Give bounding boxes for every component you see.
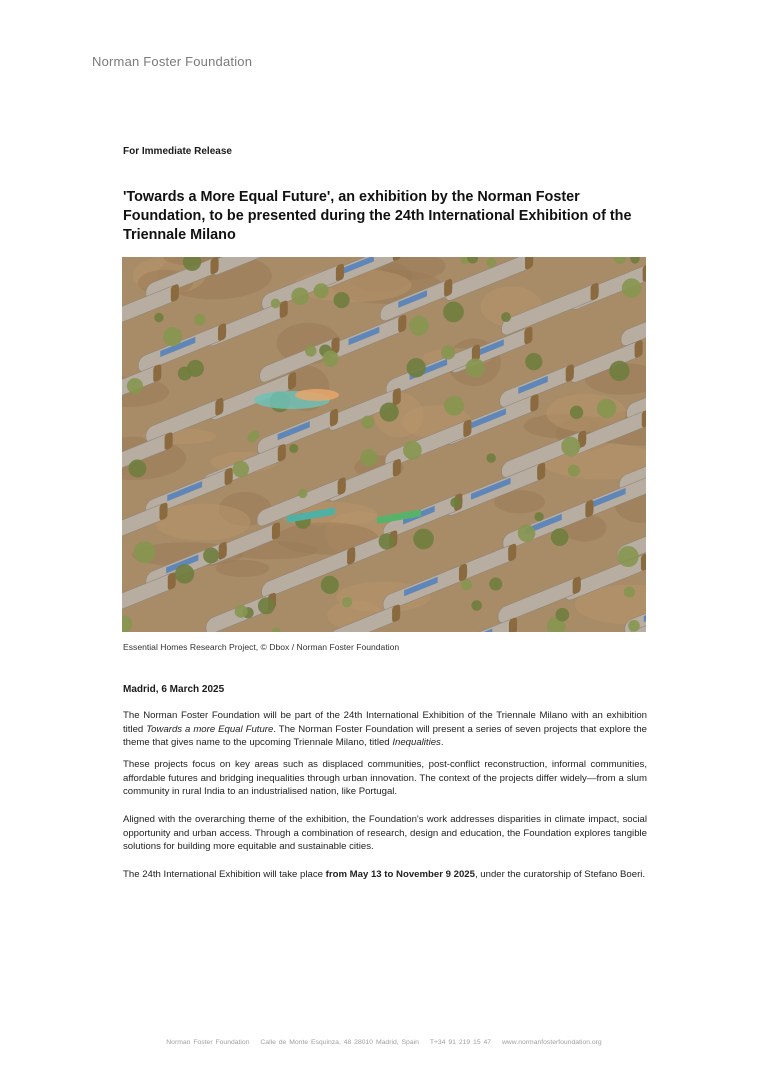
tree	[321, 576, 339, 594]
tree	[461, 579, 472, 590]
tree	[134, 541, 156, 563]
footer-org: Norman Foster Foundation	[166, 1039, 250, 1046]
tree	[360, 449, 377, 466]
tree	[561, 437, 580, 456]
tree	[314, 283, 329, 298]
tree	[486, 453, 495, 462]
tree	[163, 327, 182, 346]
tree	[441, 345, 455, 359]
tree	[380, 402, 399, 421]
tree	[235, 605, 248, 618]
tree	[568, 465, 580, 477]
tree	[628, 620, 640, 632]
tree	[289, 444, 298, 453]
tree	[489, 578, 502, 591]
footer-website[interactable]: www.normanfosterfoundation.org	[501, 1039, 602, 1046]
press-headline: 'Towards a More Equal Future', an exhibition by the Norman Foster Foundation, to be presented during the 24th International Exhibition of the Triennale Milano	[123, 189, 632, 243]
foundation-logo-text: Norman Foster Foundation	[92, 54, 253, 69]
tree	[407, 358, 426, 377]
camp-illustration	[122, 257, 646, 632]
tree	[609, 361, 629, 381]
dateline: Madrid, 6 March 2025	[123, 684, 225, 695]
tree	[194, 314, 206, 326]
tree	[203, 547, 219, 563]
footer-phone: T+34 91 219 15 47	[429, 1039, 492, 1046]
aerial-render-image	[122, 257, 646, 632]
tree	[413, 529, 434, 550]
tree	[444, 396, 464, 416]
tree	[361, 416, 374, 429]
release-label: For Immediate Release	[123, 146, 232, 157]
tree	[525, 353, 542, 370]
page-footer	[0, 1039, 768, 1046]
tree	[486, 258, 496, 268]
tree	[624, 586, 635, 597]
tree	[443, 302, 464, 323]
paragraph-3: Aligned with the overarching theme of the exhibition, the Foundation's work addresses disparities in climate impact, social opportunity and urban access. Through a combination of research, design and education, the Foundation explores tangible solutions for building more equitable and sustainable cities.	[123, 814, 647, 853]
tree	[128, 459, 146, 477]
tree	[622, 278, 642, 298]
paragraph-2: These projects focus on key areas such as displaced communities, post-conflict reconstruction, informal communities, affordable futures and bridging inequalities through urban innovation. The context of the projects differ widely—from a slum community in rural India to an industrialised nation, like Portugal.	[123, 759, 647, 798]
tree	[175, 564, 194, 583]
footer-address: Calle de Monte Esquinza, 48 28010 Madrid, Spain	[260, 1039, 419, 1046]
tree	[271, 299, 281, 309]
tree	[258, 597, 275, 614]
tree	[450, 497, 461, 508]
tree	[570, 406, 583, 419]
image-caption: Essential Homes Research Project, © Dbox / Norman Foster Foundation	[123, 642, 400, 652]
tree	[233, 461, 250, 478]
tree	[409, 316, 429, 336]
tree	[247, 434, 256, 443]
tree	[154, 313, 163, 322]
ground-patch	[216, 560, 269, 577]
tree	[127, 378, 143, 394]
paragraph-1: The Norman Foster Foundation will be part of the 24th International Exhibition of the Triennale Milano with an exhibition titled Towards a more Equal Future. The Norman Foster Foundation will present a series of seven projects that explore the theme that gives name to the upcoming Triennale Milano, titled Inequalities.	[123, 710, 647, 749]
ground-patch	[155, 504, 251, 541]
tree	[597, 399, 617, 419]
tree	[501, 312, 511, 322]
tree	[618, 546, 639, 567]
tree	[403, 441, 422, 460]
tree	[305, 345, 316, 356]
tree	[551, 528, 569, 546]
paragraph-4: The 24th International Exhibition will take place from May 13 to November 9 2025, under the curatorship of Stefano Boeri.	[123, 869, 646, 880]
tree	[471, 600, 482, 611]
tree	[298, 489, 307, 498]
tree	[342, 597, 352, 607]
central-canopy-accent	[295, 389, 339, 401]
tree	[187, 360, 204, 377]
tree	[518, 524, 536, 542]
tree	[555, 608, 569, 622]
tree	[534, 512, 543, 521]
tree	[466, 358, 485, 377]
tree	[291, 287, 309, 305]
tree	[379, 533, 395, 549]
tree	[334, 292, 350, 308]
tree	[322, 350, 338, 366]
